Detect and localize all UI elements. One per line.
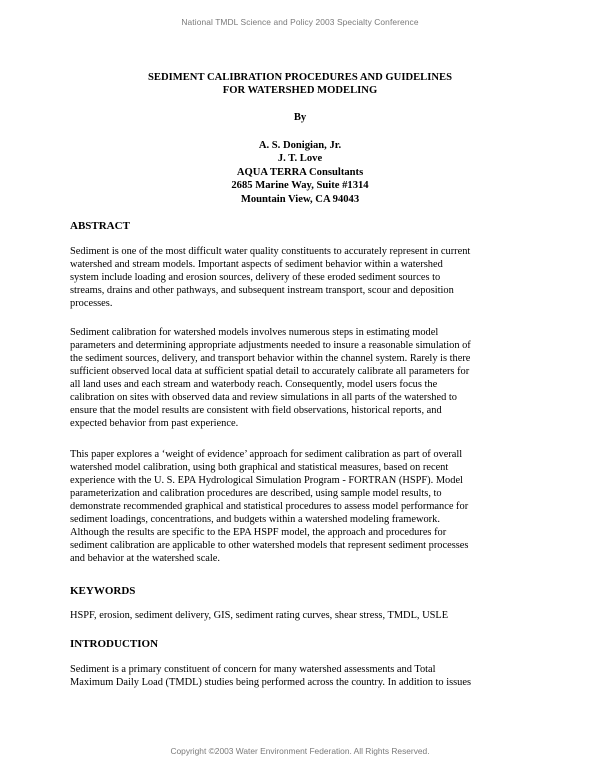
text-line: parameterization and calibration procedures are described, using sample model results, to [70, 487, 442, 499]
abstract-paragraph-1 [70, 246, 532, 311]
author-line: A. S. Donigian, Jr. [258, 140, 342, 151]
text-line: watershed and stream models. Important aspects of sediment behavior within a watershed [70, 258, 443, 270]
text-line: sufficient observed local data at sufficient spatial detail to accurately calibrate all parameters for [70, 365, 470, 377]
text-line: Sediment is a primary constituent of concern for many watershed assessments and Total [70, 664, 436, 675]
text-line: Sediment is one of the most difficult water quality constituents to accurately represent in current [70, 246, 471, 257]
text-line: parameters and determining appropriate adjustments needed to insure a reasonable simulation of [70, 339, 471, 351]
text-line: the sediment sources, delivery, and transport behavior within the channel system. Rarely is there [70, 352, 471, 364]
text-line: HSPF, erosion, sediment delivery, GIS, sediment rating curves, shear stress, TMDL, USLE [70, 610, 449, 621]
text-line: watershed model calibration, using both graphical and statistical measures, based on recent [70, 461, 449, 473]
title-line: FOR WATERSHED MODELING [222, 85, 378, 96]
text-line: streams, drains and other pathways, and subsequent instream transport, scour and deposition [70, 284, 454, 296]
text-line: and behavior at the watershed scale. [70, 552, 221, 564]
paper-title [60, 71, 540, 97]
text-line: ensure that the model results are consistent with field observations, historical reports, and [70, 404, 442, 416]
text-line: Sediment calibration for watershed models involves numerous steps in estimating model [70, 327, 439, 338]
text-line: expected behavior from past experience. [70, 417, 239, 429]
title-line: SEDIMENT CALIBRATION PROCEDURES AND GUIDELINES [148, 72, 452, 83]
text-line: Maximum Daily Load (TMDL) studies being performed across the country. In addition to issues [70, 676, 472, 688]
text-line: This paper explores a ‘weight of evidence’ approach for sediment calibration as part of overall [70, 449, 463, 460]
author-line: AQUA TERRA Consultants [236, 166, 364, 178]
by-label: By [293, 112, 307, 123]
conference-header: National TMDL Science and Policy 2003 Specialty Conference [181, 17, 419, 27]
text-line: experience with the U. S. EPA Hydrological Simulation Program - FORTRAN (HSPF). Model [70, 474, 463, 486]
abstract-paragraph-3 [70, 449, 532, 566]
author-line: 2685 Marine Way, Suite #1314 [231, 180, 369, 192]
abstract-heading: ABSTRACT [70, 220, 130, 232]
text-line: calibration on sites with observed data and review simulations in all parts of the watershed to [70, 391, 457, 403]
text-line: system include loading and erosion sources, delivery of these eroded sediment sources to [70, 271, 441, 283]
keywords-text [70, 610, 532, 623]
text-line: sediment loadings, concentrations, and budgets within a watershed modeling framework. [70, 513, 440, 525]
author-line: Mountain View, CA 94043 [240, 193, 360, 205]
text-line: Although the results are specific to the EPA HSPF model, the approach and procedures for [70, 526, 447, 538]
keywords-heading: KEYWORDS [70, 585, 136, 597]
author-block [60, 139, 540, 206]
abstract-paragraph-2 [70, 327, 532, 431]
author-line: J. T. Love [277, 153, 323, 165]
introduction-heading: INTRODUCTION [70, 638, 159, 650]
text-line: sediment calibration are applicable to other watershed models that represent sediment processes [70, 539, 469, 551]
text-line: demonstrate recommended graphical and statistical procedures to assess model performance for [70, 500, 469, 512]
text-line: all land uses and each stream and waterbody reach. Consequently, model users focus the [70, 378, 438, 390]
introduction-paragraph-1 [70, 664, 532, 690]
text-line: processes. [70, 297, 113, 309]
copyright-footer: Copyright ©2003 Water Environment Federation. All Rights Reserved. [170, 746, 430, 756]
